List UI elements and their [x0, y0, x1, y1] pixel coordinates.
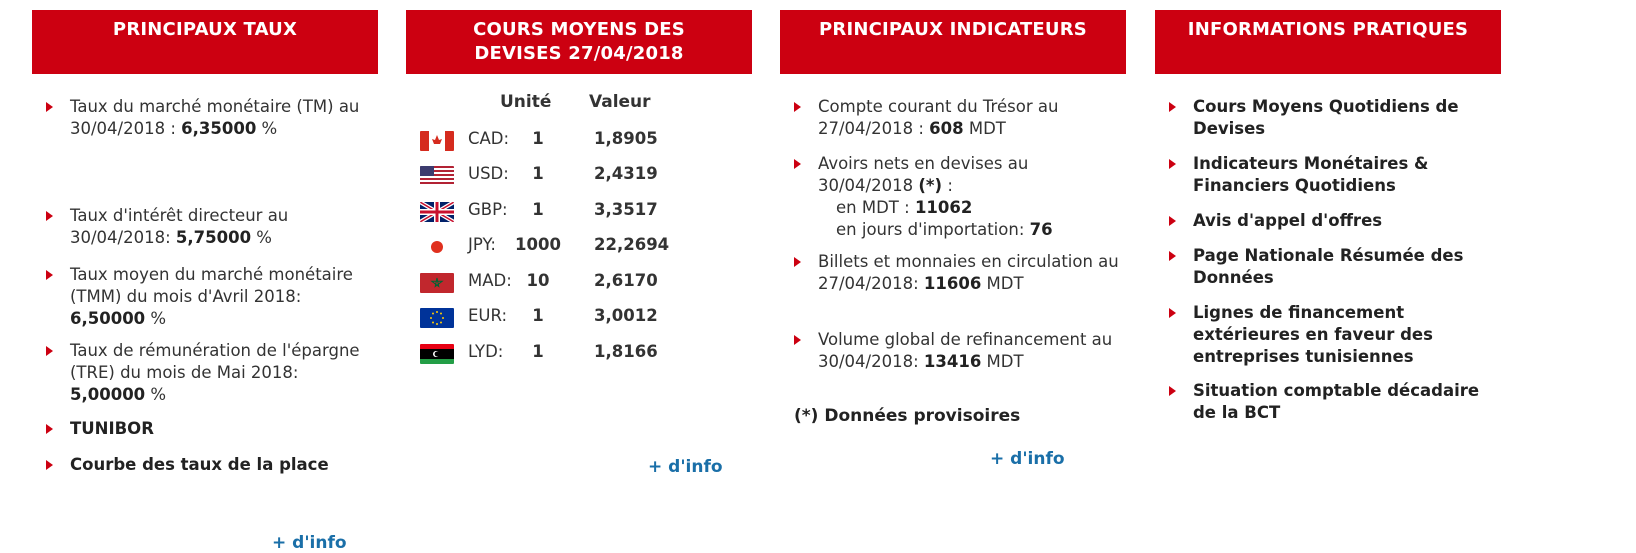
usa-flag-icon — [420, 166, 454, 186]
info-link-lignes-financement[interactable]: Lignes de financement extérieures en faveur des entreprises tunisiennes — [1155, 302, 1501, 368]
more-info-link[interactable]: + d'info — [272, 533, 347, 553]
note-donnees-provisoires: (*) Données provisoires — [794, 406, 1021, 426]
indicateur-refinancement: Volume global de refinancement au 30/04/2018: 13416 MDT — [780, 329, 1126, 373]
panel-principaux-indicateurs — [780, 10, 1126, 514]
info-link-page-nationale[interactable]: Page Nationale Résumée des Données — [1155, 245, 1501, 289]
indicateur-avoirs-devises: Avoirs nets en devises au 30/04/2018 (*) : en MDT : 11062 en jours d'importation: 76 — [780, 153, 1126, 241]
fx-row-cad: CAD: 1 1,8905 — [406, 127, 752, 153]
indicateur-tresor: Compte courant du Trésor au 27/04/2018 : 608 MDT — [780, 96, 1126, 140]
fx-row-jpy: JPY: 1000 22,2694 — [406, 233, 752, 259]
fx-row-lyd: LYD: 1 1,8166 — [406, 340, 752, 366]
panel-title: INFORMATIONS PRATIQUES — [1155, 10, 1501, 74]
panel-title: COURS MOYENS DES DEVISES 27/04/2018 — [406, 10, 752, 74]
courbe-taux-link[interactable]: Courbe des taux de la place — [32, 454, 378, 476]
fx-row-usd: USD: 1 2,4319 — [406, 162, 752, 188]
arrow-right-icon — [1169, 251, 1176, 261]
fx-row-mad: MAD: 10 2,6170 — [406, 269, 752, 295]
info-link-indicateurs-monetaires[interactable]: Indicateurs Monétaires & Financiers Quotidiens — [1155, 153, 1501, 197]
arrow-right-icon — [46, 211, 53, 221]
arrow-right-icon — [794, 257, 801, 267]
arrow-right-icon — [1169, 386, 1176, 396]
panel-cours-devises — [406, 10, 752, 514]
taux-item-tmm: Taux moyen du marché monétaire (TMM) du mois d'Avril 2018: 6,50000 % — [32, 264, 378, 330]
arrow-right-icon — [1169, 216, 1176, 226]
arrow-right-icon — [794, 159, 801, 169]
eu-flag-icon — [420, 308, 454, 328]
taux-item-tre: Taux de rémunération de l'épargne (TRE) du mois de Mai 2018: 5,00000 % — [32, 340, 378, 406]
fx-row-eur: EUR: 1 3,0012 — [406, 304, 752, 330]
morocco-flag-icon — [420, 273, 454, 293]
arrow-right-icon — [794, 335, 801, 345]
panel-principaux-taux — [32, 10, 378, 553]
col-header-valeur: Valeur — [589, 92, 651, 112]
arrow-right-icon — [1169, 308, 1176, 318]
arrow-right-icon — [46, 102, 53, 112]
taux-item-directeur: Taux d'intérêt directeur au 30/04/2018: 5,75000 % — [32, 205, 378, 249]
indicateur-billets-monnaies: Billets et monnaies en circulation au 27/04/2018: 11606 MDT — [780, 251, 1126, 295]
info-link-situation-comptable[interactable]: Situation comptable décadaire de la BCT — [1155, 380, 1501, 424]
tunibor-link[interactable]: TUNIBOR — [32, 418, 378, 440]
arrow-right-icon — [1169, 159, 1176, 169]
japan-flag-icon — [420, 237, 454, 257]
arrow-right-icon — [46, 270, 53, 280]
uk-flag-icon — [420, 202, 454, 222]
arrow-right-icon — [46, 346, 53, 356]
panel-informations-pratiques — [1155, 10, 1501, 514]
info-link-cours-moyens[interactable]: Cours Moyens Quotidiens de Devises — [1155, 96, 1501, 140]
arrow-right-icon — [46, 460, 53, 470]
arrow-right-icon — [46, 424, 53, 434]
info-link-avis-appel-offres[interactable]: Avis d'appel d'offres — [1155, 210, 1501, 232]
panel-title: PRINCIPAUX INDICATEURS — [780, 10, 1126, 74]
fx-row-gbp: GBP: 1 3,3517 — [406, 198, 752, 224]
more-info-link[interactable]: + d'info — [990, 449, 1065, 469]
taux-item-tm: Taux du marché monétaire (TM) au 30/04/2018 : 6,35000 % — [32, 96, 378, 140]
arrow-right-icon — [1169, 102, 1176, 112]
col-header-unite: Unité — [500, 92, 552, 112]
arrow-right-icon — [794, 102, 801, 112]
libya-flag-icon — [420, 344, 454, 364]
panel-title: PRINCIPAUX TAUX — [32, 10, 378, 74]
canada-flag-icon — [420, 131, 454, 151]
more-info-link[interactable]: + d'info — [648, 457, 723, 477]
